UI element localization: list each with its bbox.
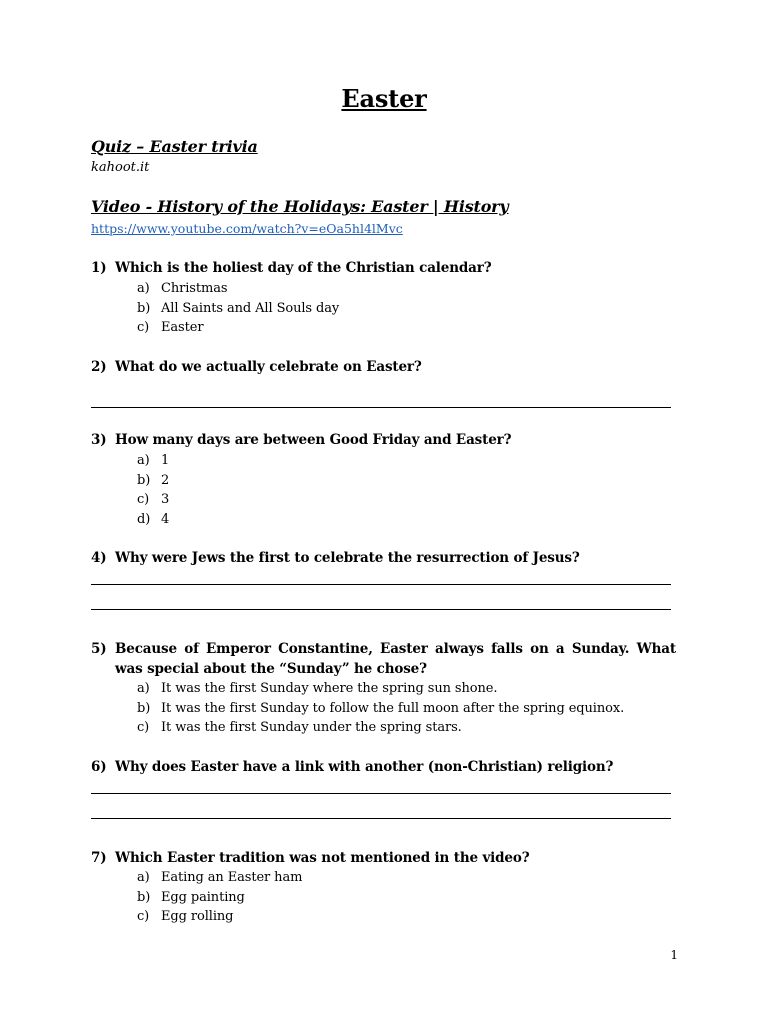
question-number: 3): [91, 432, 107, 448]
question-5-options: [137, 679, 624, 738]
option-letter: b): [137, 472, 151, 488]
question-2: [91, 357, 676, 377]
option-letter: d): [137, 512, 151, 528]
question-7-options: [137, 868, 302, 927]
question-text: What do we actually celebrate on Easter?: [115, 359, 422, 375]
option-text: Egg painting: [161, 889, 245, 905]
option-text: It was the first Sunday under the spring stars.: [161, 720, 462, 736]
question-7: [91, 848, 676, 868]
question-1-options: [137, 279, 339, 338]
option-letter: b): [137, 300, 151, 316]
question-number: 1): [91, 260, 107, 276]
option-c: [137, 318, 339, 338]
question-text: Why does Easter have a link with another (non-Christian) religion?: [115, 759, 614, 775]
option-text: Eating an Easter ham: [161, 870, 303, 885]
option-a: [137, 279, 339, 299]
quiz-source: kahoot.it: [91, 160, 150, 175]
option-b: [137, 471, 169, 491]
option-c: [137, 490, 169, 510]
question-1: [91, 258, 676, 278]
video-link[interactable]: https://www.youtube.com/watch?v=eOa5hl4lMvc: [91, 221, 403, 236]
option-letter: a): [137, 453, 150, 468]
question-text: Which is the holiest day of the Christian calendar?: [115, 260, 492, 276]
option-a: [137, 451, 169, 471]
page-number: 1: [670, 948, 678, 962]
option-text: 1: [161, 453, 170, 468]
question-number: 7): [91, 850, 107, 866]
quiz-heading: Quiz – Easter trivia: [91, 137, 258, 156]
option-text: Christmas: [161, 281, 228, 296]
answer-line[interactable]: [91, 562, 671, 585]
question-6-answer-area[interactable]: [91, 771, 671, 819]
option-b: [137, 888, 302, 908]
question-text: Why were Jews the first to celebrate the resurrection of Jesus?: [115, 550, 580, 566]
option-text: Egg rolling: [161, 909, 234, 925]
option-d: [137, 510, 169, 530]
option-text: 3: [161, 492, 170, 508]
option-b: [137, 299, 339, 319]
option-text: 2: [161, 472, 170, 488]
option-letter: b): [137, 700, 151, 716]
question-5: [91, 639, 676, 679]
option-text: All Saints and All Souls day: [161, 300, 340, 316]
option-text: It was the first Sunday where the spring sun shone.: [161, 681, 498, 696]
option-text: 4: [161, 512, 170, 528]
option-letter: a): [137, 681, 150, 696]
question-text: Which Easter tradition was not mentioned in the video?: [115, 850, 530, 866]
option-a: [137, 868, 302, 888]
question-text: How many days are between Good Friday and Easter?: [115, 432, 512, 448]
question-number: 6): [91, 759, 107, 775]
video-heading: Video - History of the Holidays: Easter | History: [91, 197, 509, 216]
option-letter: c): [137, 909, 150, 925]
option-letter: a): [137, 281, 150, 296]
question-4-answer-area[interactable]: [91, 562, 671, 610]
option-c: [137, 907, 302, 927]
question-number: 5): [91, 641, 107, 657]
answer-line[interactable]: [91, 585, 671, 610]
option-letter: b): [137, 889, 151, 905]
question-2-answer-area[interactable]: [91, 385, 671, 408]
question-text: Because of Emperor Constantine, Easter always falls on a Sunday. What was special about the “Sunday” he chose?: [115, 641, 676, 677]
option-letter: c): [137, 320, 150, 336]
answer-line[interactable]: [91, 385, 671, 408]
option-text: It was the first Sunday to follow the full moon after the spring equinox.: [161, 700, 625, 716]
question-3-options: [137, 451, 169, 530]
option-letter: c): [137, 720, 150, 736]
answer-line[interactable]: [91, 771, 671, 794]
option-letter: a): [137, 870, 150, 885]
answer-line[interactable]: [91, 794, 671, 819]
option-b: [137, 699, 624, 719]
question-number: 2): [91, 359, 107, 375]
question-3: [91, 430, 676, 450]
option-letter: c): [137, 492, 150, 508]
question-number: 4): [91, 550, 107, 566]
page-title: Easter: [341, 84, 427, 113]
option-a: [137, 679, 624, 699]
option-text: Easter: [161, 320, 204, 336]
option-c: [137, 718, 624, 738]
